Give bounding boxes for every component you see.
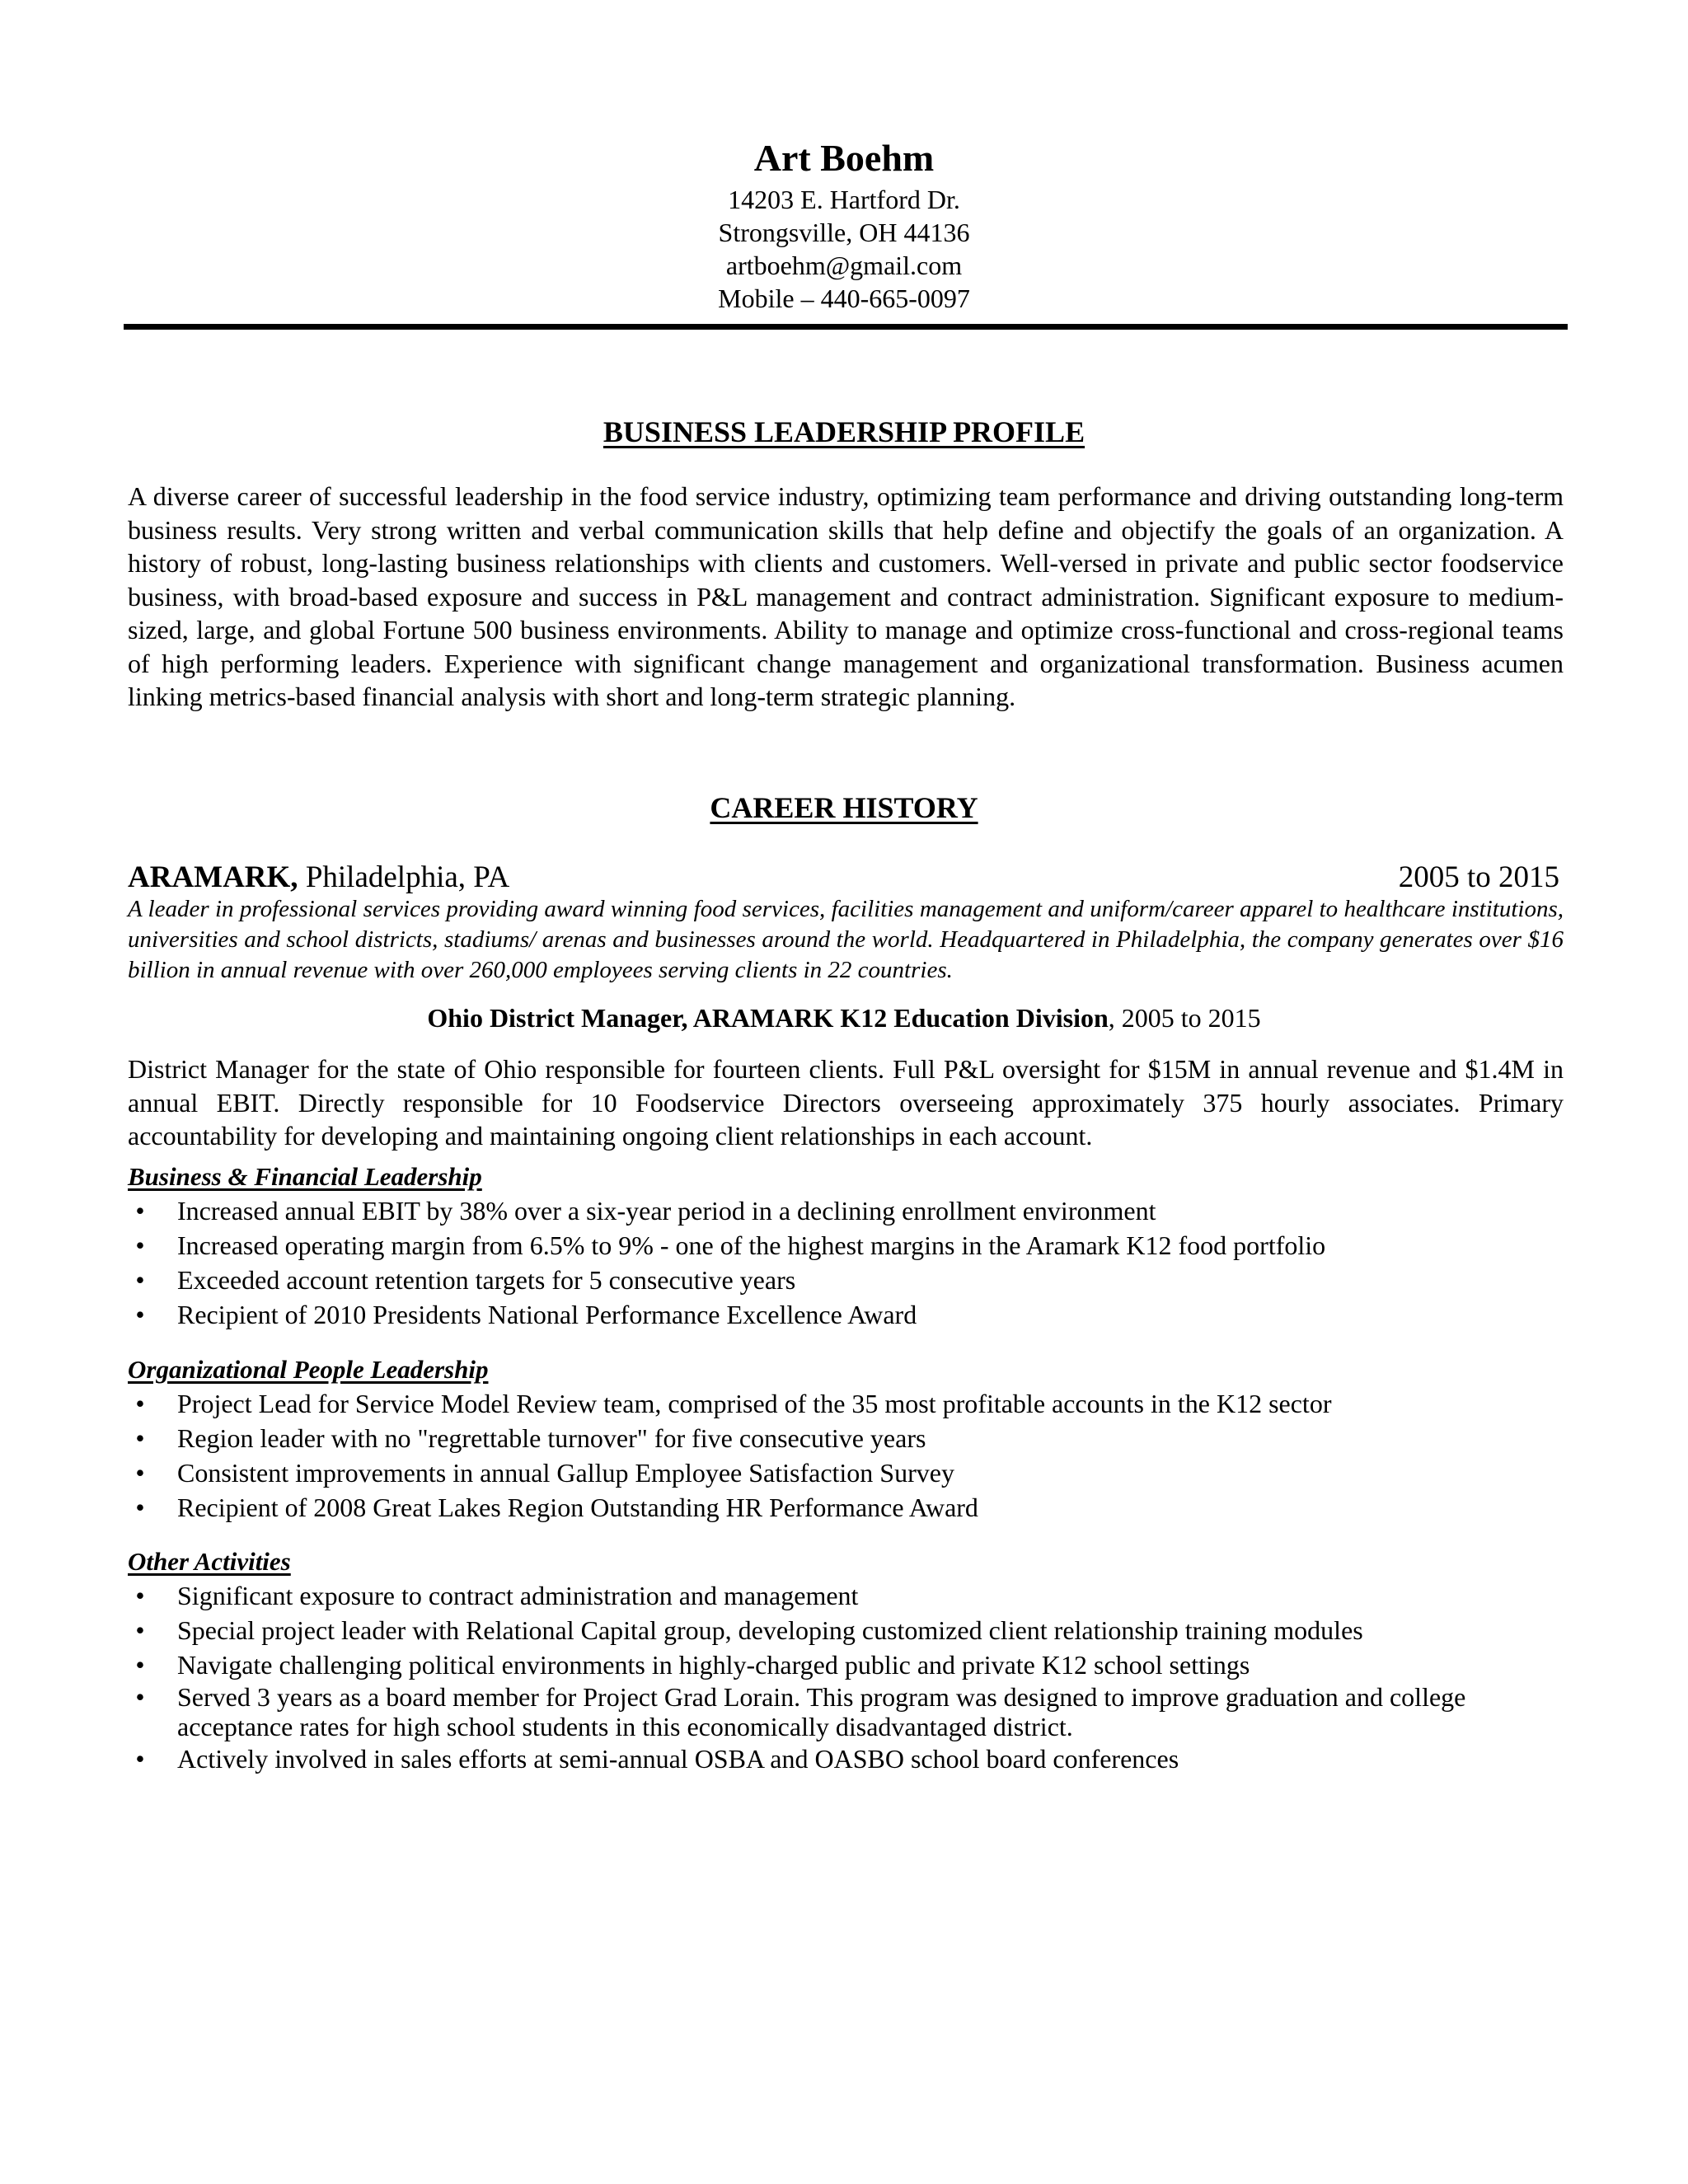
bullet-icon: • xyxy=(135,1389,145,1418)
bullet-icon: • xyxy=(135,1300,145,1329)
list-item: • Project Lead for Service Model Review team, comprised of the 35 most profitable accounts in the K12 sector xyxy=(128,1386,1564,1421)
subheading-people-leadership: Organizational People Leadership xyxy=(128,1355,489,1384)
bullet-icon: • xyxy=(135,1458,145,1488)
list-item: • Significant exposure to contract administration and management xyxy=(128,1578,1564,1613)
list-item: • Actively involved in sales efforts at semi-annual OSBA and OASBO school board conferences xyxy=(128,1741,1564,1776)
profile-heading: BUSINESS LEADERSHIP PROFILE xyxy=(603,415,1085,448)
bullet-list-people-leadership xyxy=(128,1386,1564,1525)
email-address: artboehm@gmail.com xyxy=(725,251,963,280)
list-item: • Recipient of 2010 Presidents National Performance Excellence Award xyxy=(128,1297,1564,1332)
list-item: • Increased annual EBIT by 38% over a six-year period in a declining enrollment environment xyxy=(128,1193,1564,1228)
address-line-1: 14203 E. Hartford Dr. xyxy=(728,185,960,214)
bullet-icon: • xyxy=(135,1493,145,1522)
bullet-list-business-financial xyxy=(128,1193,1564,1332)
career-heading: CAREER HISTORY xyxy=(710,791,978,824)
contact-header xyxy=(0,134,1688,315)
role-line xyxy=(0,1000,1688,1036)
list-item: • Region leader with no "regrettable turnover" for five consecutive years xyxy=(128,1421,1564,1455)
bullet-icon: • xyxy=(135,1650,145,1680)
list-item: • Recipient of 2008 Great Lakes Region Outstanding HR Performance Award xyxy=(128,1490,1564,1525)
list-item: • Special project leader with Relational Capital group, developing customized client relationship training modules xyxy=(128,1613,1564,1647)
profile-summary: A diverse career of successful leadership in the food service industry, optimizing team performance and driving outstanding long-term business results. Very strong written and verbal communication skills that help define and objectify the goals of an organization. A history of robust, long-lasting business relationships with clients and customers. Well-versed in private and public sector foodservice business, with broad-based exposure and success in P&L management and contract administration. Significant exposure to medium-sized, large, and global Fortune 500 business environments. Ability to manage and optimize cross-functional and cross-regional teams of high performing leaders. Experience with significant change management and organizational transformation. Business acumen linking metrics-based financial analysis with short and long-term strategic planning. xyxy=(128,481,1564,711)
bullet-icon: • xyxy=(135,1196,145,1226)
company-years: 2005 to 2015 xyxy=(1398,860,1559,894)
candidate-name: Art Boehm xyxy=(753,137,935,179)
phone-number: Mobile – 440-665-0097 xyxy=(718,284,970,313)
bullet-icon: • xyxy=(135,1744,145,1774)
company-name: ARAMARK, xyxy=(128,860,298,894)
role-title: Ohio District Manager, ARAMARK K12 Education Division xyxy=(427,1003,1109,1033)
list-item: • Served 3 years as a board member for Project Grad Lorain. This program was designed to improve graduation and college acceptance rates for high school students in this economically disadvantaged district. xyxy=(128,1682,1564,1741)
role-description: District Manager for the state of Ohio responsible for fourteen clients. Full P&L oversight for $15M in annual revenue and $1.4M in annual EBIT. Directly responsible for 10 Foodservice Directors overseeing approximately 375 hourly associates. Primary accountability for developing and maintaining ongoing client relationships in each account. xyxy=(128,1054,1564,1151)
list-item: • Navigate challenging political environments in highly-charged public and private K12 school settings xyxy=(128,1647,1564,1682)
bullet-icon: • xyxy=(135,1581,145,1610)
bullet-icon: • xyxy=(135,1423,145,1453)
company-location: Philadelphia, PA xyxy=(298,860,510,894)
bullet-icon: • xyxy=(135,1682,145,1712)
subheading-business-financial: Business & Financial Leadership xyxy=(128,1162,482,1191)
header-divider xyxy=(124,324,1568,330)
address-line-2: Strongsville, OH 44136 xyxy=(718,218,970,247)
list-item: • Consistent improvements in annual Gallup Employee Satisfaction Survey xyxy=(128,1455,1564,1490)
list-item: • Exceeded account retention targets for 5 consecutive years xyxy=(128,1263,1564,1297)
company-description: A leader in professional services providing award winning food services, facilities management and uniform/career apparel to healthcare institutions, universities and school districts, stadiums/ arenas and businesses around the world. Headquartered in Philadelphia, the company generates over $16 billion in annual revenue with over 260,000 employees serving clients in 22 countries. xyxy=(128,896,1564,983)
bullet-icon: • xyxy=(135,1265,145,1295)
list-item: • Increased operating margin from 6.5% to 9% - one of the highest margins in the Aramark K12 food portfolio xyxy=(128,1228,1564,1263)
company-line xyxy=(128,857,1559,898)
bullet-icon: • xyxy=(135,1615,145,1645)
role-years: , 2005 to 2015 xyxy=(1108,1003,1261,1033)
bullet-list-other-activities xyxy=(128,1578,1564,1776)
subheading-other-activities: Other Activities xyxy=(128,1547,291,1576)
bullet-icon: • xyxy=(135,1230,145,1260)
